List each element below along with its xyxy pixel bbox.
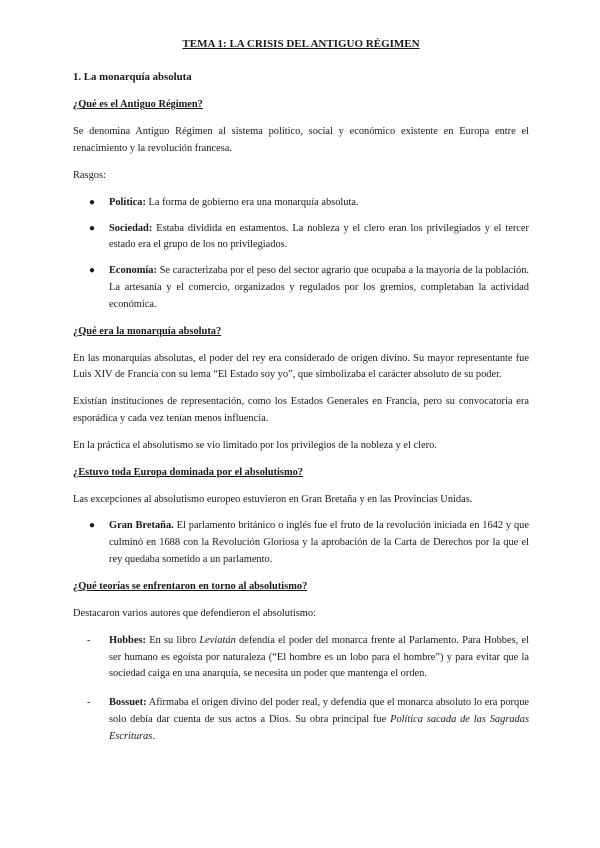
- book-title-politica: Política sacada de las Sagradas Escrituras: [109, 714, 529, 742]
- list-item-sociedad: [73, 221, 529, 255]
- item-label: Gran Bretaña.: [109, 520, 174, 532]
- list-item-politica: [73, 195, 529, 212]
- list-item-bossuet: [73, 695, 529, 746]
- paragraph-limites: En la práctica el absolutismo se vio limitado por los privilegios de la nobleza y el clero.: [73, 439, 437, 451]
- book-title-leviatan: Leviatán: [199, 634, 236, 646]
- item-label: Política:: [109, 196, 146, 208]
- bullet-icon: ●: [89, 520, 96, 532]
- paragraph-definicion: Se denomina Antiguo Régimen al sistema político, social y económico existente en Europa entre el renacimiento y la revolución francesa.: [73, 126, 529, 154]
- item-text: defendía el poder del monarca frente al Parlamento. Para Hobbes, el ser humano es egoísta por naturaleza (“El hombre es un lobo para el hombre”) y para evitar que la sociedad caiga en una anarquía, se necesita un poder que mantenga el orden.: [109, 634, 529, 680]
- item-text: .: [152, 730, 155, 742]
- rasgos-list: [73, 195, 529, 314]
- section-heading-monarquia: 1. La monarquía absoluta: [73, 70, 192, 83]
- question-heading-monarquia-absoluta: ¿Qué era la monarquía absoluta?: [73, 325, 222, 337]
- document-title: TEMA 1: LA CRISIS DEL ANTIGUO RÉGIMEN: [182, 38, 420, 50]
- item-text: Se caracterizaba por el peso del sector agrario que ocupaba a la mayoría de la población. La artesanía y el comercio, organizados y regulados por los gremios, completaban la actividad económica.: [109, 265, 529, 310]
- paragraph-excepciones: Las excepciones al absolutismo europeo estuvieron en Gran Bretaña y en las Provincias Unidas.: [73, 493, 473, 505]
- item-label: Bossuet:: [109, 697, 147, 709]
- item-text: Afirmaba el origen divino del poder real, y defendía que el monarca absoluto lo era porque solo debía dar cuenta de sus actos a Dios. Su obra principal fue: [109, 697, 529, 726]
- bullet-icon: ●: [89, 222, 96, 234]
- dash-icon: -: [87, 697, 91, 709]
- paragraph-rasgos: Rasgos:: [73, 169, 106, 181]
- bullet-icon: ●: [89, 196, 96, 208]
- list-item-economia: [73, 263, 529, 314]
- item-text: En su libro: [145, 634, 200, 646]
- item-label: Hobbes:: [109, 634, 146, 646]
- question-heading-antiguo-regimen: ¿Qué es el Antiguo Régimen?: [73, 99, 203, 111]
- list-item-hobbes: [73, 633, 529, 684]
- item-text: Estaba dividida en estamentos. La nobleza y el clero eran los privilegiados y el tercer estado era el grupo de los no privilegiados.: [109, 222, 529, 251]
- autores-list: [73, 633, 529, 746]
- question-heading-teorias: ¿Qué teorías se enfrentaron en torno al absolutismo?: [73, 581, 308, 593]
- bullet-icon: ●: [89, 265, 96, 277]
- question-heading-europa: ¿Estuvo toda Europa dominada por el absolutismo?: [73, 466, 303, 478]
- item-text: El parlamento británico o inglés fue el fruto de la revolución iniciada en 1642 y que culminó en 1688 con la Revolución Gloriosa y la aprobación de la Carta de Derechos por la que el rey quedaba sometido a un parlamento.: [109, 520, 529, 566]
- list-item-gran-bretana: [73, 518, 529, 569]
- dash-icon: -: [87, 634, 91, 646]
- excepciones-list: [73, 518, 529, 569]
- paragraph-autores: Destacaron varios autores que defendieron el absolutismo:: [73, 607, 316, 619]
- paragraph-poder-divino: En las monarquías absolutas, el poder del rey era considerado de origen divino. Su mayor representante fue Luis XIV de Francia con su lema “El Estado soy yo”, que simbolizaba el carácter absoluto de su poder.: [73, 352, 529, 381]
- paragraph-instituciones: Existían instituciones de representación, como los Estados Generales en Francia, pero su convocatoria era esporádica y cada vez tenían menos influencia.: [73, 396, 529, 425]
- item-label: Economía:: [109, 265, 157, 277]
- item-label: Sociedad:: [109, 222, 153, 234]
- item-text: La forma de gobierno era una monarquía absoluta.: [145, 196, 359, 208]
